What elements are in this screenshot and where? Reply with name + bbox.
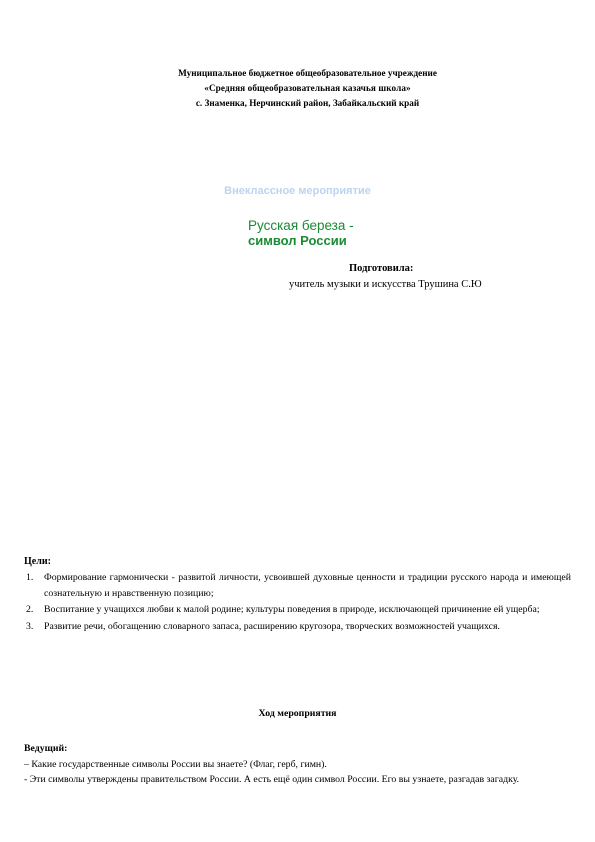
goal-item bbox=[24, 602, 571, 618]
school-header bbox=[0, 66, 595, 111]
author-label: Подготовила: bbox=[349, 263, 414, 274]
title-line-1: Русская береза - bbox=[248, 218, 354, 233]
goal-number: 2. bbox=[26, 604, 34, 615]
header-line-1: Муниципальное бюджетное общеобразовательное учреждение bbox=[178, 68, 437, 78]
goal-number: 3. bbox=[26, 620, 34, 632]
event-title bbox=[248, 218, 354, 248]
goals-label: Цели: bbox=[24, 556, 51, 567]
host-line-1: – Какие государственные символы России вы знаете? (Флаг, герб, гимн). bbox=[24, 758, 327, 770]
goal-number: 1. bbox=[26, 572, 34, 583]
goal-text: Формирование гармонически - развитой личности, усвоившей духовные ценности и традиции русского народа и имеющей сознательную и нравственную позицию; bbox=[44, 572, 571, 599]
host-line-2: - Эти символы утверждены правительством России. А есть ещё один символ России. Его вы узнаете, разгадав загадку. bbox=[24, 774, 520, 785]
event-type: Внеклассное мероприятие bbox=[224, 185, 371, 197]
host-label: Ведущий: bbox=[24, 743, 68, 754]
goal-item bbox=[24, 619, 571, 635]
header-line-3: с. Знаменка, Нерчинский район, Забайкальский край bbox=[195, 98, 420, 108]
host-block bbox=[24, 741, 571, 788]
goal-text: Развитие речи, обогащению словарного запаса, расширению кругозора, творческих возможностей учащихся. bbox=[44, 620, 500, 632]
author-name: учитель музыки и искусства Трушина С.Ю bbox=[289, 279, 482, 290]
header-line-2: «Средняя общеобразовательная казачья школа» bbox=[204, 83, 411, 93]
course-title: Ход мероприятия bbox=[258, 708, 337, 719]
goals-list bbox=[24, 570, 571, 635]
title-line-2: символ России bbox=[248, 233, 347, 248]
goal-text: Воспитание у учащихся любви к малой родине; культуры поведения в природе, исключающей причинение ей ущерба; bbox=[44, 604, 540, 615]
goal-item bbox=[24, 570, 571, 601]
